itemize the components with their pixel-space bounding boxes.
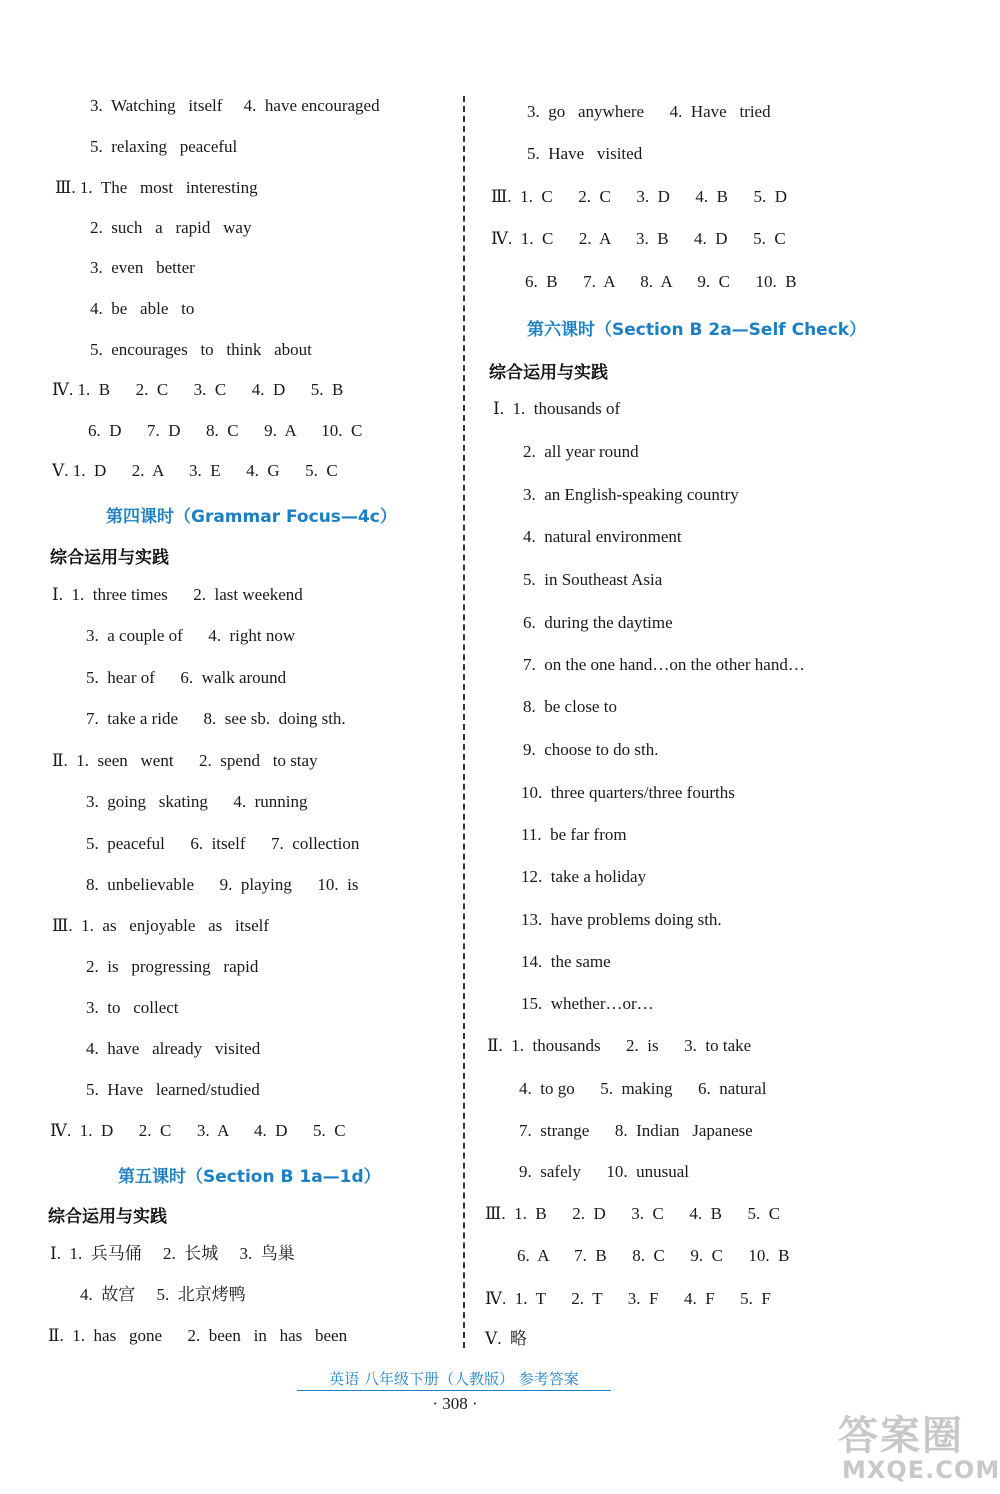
answer-line: Ⅳ. 1. T 2. T 3. F 4. F 5. F: [485, 1289, 771, 1308]
section-title: 第四课时（Grammar Focus—4c）: [106, 507, 397, 527]
answer-line: 7. strange 8. Indian Japanese: [519, 1121, 753, 1140]
answer-line: 7. on the one hand…on the other hand…: [523, 655, 805, 674]
answer-line: 7. take a ride 8. see sb. doing sth.: [86, 709, 346, 728]
answer-line: 3. go anywhere 4. Have tried: [527, 102, 771, 121]
answer-line: 3. Watching itself 4. have encouraged: [90, 96, 380, 115]
answer-line: 12. take a holiday: [521, 867, 647, 886]
answer-line: 4. 故宫 5. 北京烤鸭: [80, 1285, 246, 1304]
watermark-logo: [838, 1404, 998, 1490]
answer-line: Ⅴ. 1. D 2. A 3. E 4. G 5. C: [52, 461, 338, 480]
answer-line: 6. during the daytime: [523, 613, 673, 632]
answer-line: 6. A 7. B 8. C 9. C 10. B: [517, 1246, 790, 1265]
answer-line: 10. three quarters/three fourths: [521, 783, 735, 802]
answer-line: 4. have already visited: [86, 1039, 261, 1058]
answer-line: 5. in Southeast Asia: [523, 570, 663, 589]
subsection-title: 综合运用与实践: [489, 363, 608, 383]
answer-line: 5. encourages to think about: [90, 340, 312, 359]
section-title: 第五课时（Section B 1a—1d）: [118, 1167, 381, 1187]
answer-line: Ⅱ. 1. seen went 2. spend to stay: [52, 751, 318, 770]
answer-line: 5. Have visited: [527, 144, 643, 163]
answer-line: 9. choose to do sth.: [523, 740, 659, 759]
column-divider: [463, 96, 465, 1348]
answer-line: Ⅴ. 略: [485, 1329, 528, 1348]
answer-line: 4. be able to: [90, 299, 195, 318]
answer-line: 8. unbelievable 9. playing 10. is: [86, 875, 359, 894]
watermark-text: 答案圈: [838, 1413, 964, 1459]
answer-line: 15. whether…or…: [521, 994, 654, 1013]
answer-line: 6. B 7. A 8. A 9. C 10. B: [525, 272, 797, 291]
answer-line: Ⅰ. 1. 兵马俑 2. 长城 3. 鸟巢: [50, 1244, 295, 1263]
answer-line: 11. be far from: [521, 825, 627, 844]
answer-line: 4. to go 5. making 6. natural: [519, 1079, 767, 1098]
section-title: 第六课时（Section B 2a—Self Check）: [527, 320, 867, 340]
page-number: · 308 ·: [432, 1394, 478, 1413]
answer-line: 3. an English-speaking country: [523, 485, 739, 504]
answer-line: 13. have problems doing sth.: [521, 910, 722, 929]
answer-line: 3. a couple of 4. right now: [86, 626, 296, 645]
answer-line: 2. all year round: [523, 442, 639, 461]
answer-line: 14. the same: [521, 952, 611, 971]
answer-line: 2. is progressing rapid: [86, 957, 259, 976]
answer-line: Ⅳ. 1. C 2. A 3. B 4. D 5. C: [491, 229, 786, 248]
answer-line: 4. natural environment: [523, 527, 682, 546]
answer-line: 3. going skating 4. running: [86, 792, 308, 811]
answer-line: 5. relaxing peaceful: [90, 137, 238, 156]
answer-line: 6. D 7. D 8. C 9. A 10. C: [88, 421, 363, 440]
page-footer: 英语 八年级下册（人教版） 参考答案: [297, 1368, 611, 1391]
answer-line: 5. Have learned/studied: [86, 1080, 260, 1099]
answer-line: Ⅲ. 1. B 2. D 3. C 4. B 5. C: [485, 1204, 781, 1223]
answer-line: 3. even better: [90, 258, 195, 277]
watermark-domain: MXQE.COM: [842, 1456, 1000, 1484]
answer-line: Ⅰ. 1. three times 2. last weekend: [52, 585, 303, 604]
answer-line: Ⅳ. 1. D 2. C 3. A 4. D 5. C: [50, 1121, 346, 1140]
answer-line: 9. safely 10. unusual: [519, 1162, 689, 1181]
answer-line: 5. hear of 6. walk around: [86, 668, 287, 687]
answer-line: Ⅰ. 1. thousands of: [493, 399, 621, 418]
answer-line: Ⅲ. 1. C 2. C 3. D 4. B 5. D: [491, 187, 787, 206]
subsection-title: 综合运用与实践: [50, 548, 169, 568]
subsection-title: 综合运用与实践: [48, 1207, 167, 1227]
answer-line: 5. peaceful 6. itself 7. collection: [86, 834, 360, 853]
answer-line: Ⅳ. 1. B 2. C 3. C 4. D 5. B: [52, 380, 344, 399]
answer-line: Ⅱ. 1. has gone 2. been in has been: [48, 1326, 348, 1345]
answer-line: Ⅲ. 1. The most interesting: [55, 178, 258, 197]
answer-line: 2. such a rapid way: [90, 218, 252, 237]
answer-line: Ⅲ. 1. as enjoyable as itself: [52, 916, 270, 935]
answer-line: 8. be close to: [523, 697, 617, 716]
answer-line: 3. to collect: [86, 998, 179, 1017]
answer-line: Ⅱ. 1. thousands 2. is 3. to take: [487, 1036, 752, 1055]
